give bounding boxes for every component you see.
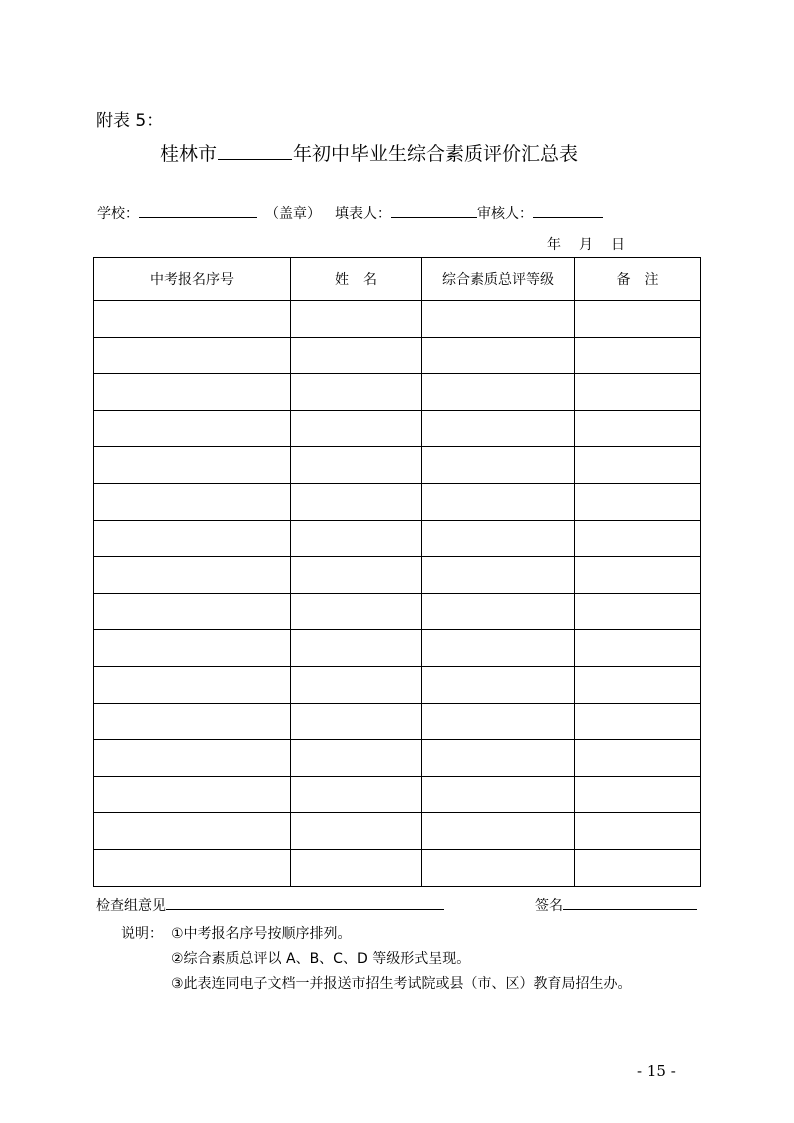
cell-name[interactable] <box>291 630 422 667</box>
cell-grade[interactable] <box>422 776 575 813</box>
cell-remarks[interactable] <box>575 813 701 850</box>
cell-remarks[interactable] <box>575 301 701 338</box>
cell-remarks[interactable] <box>575 410 701 447</box>
sign-field[interactable] <box>563 897 697 910</box>
cell-remarks[interactable] <box>575 447 701 484</box>
cell-exam-number[interactable] <box>94 813 291 850</box>
cell-remarks[interactable] <box>575 337 701 374</box>
table-row <box>94 520 701 557</box>
cell-name[interactable] <box>291 520 422 557</box>
table-row <box>94 337 701 374</box>
summary-table <box>93 257 701 887</box>
cell-name[interactable] <box>291 849 422 886</box>
note-item-2: ②综合素质总评以 A、B、C、D 等级形式呈现。 <box>171 951 471 967</box>
cell-name[interactable] <box>291 557 422 594</box>
table-header-row <box>94 258 701 301</box>
table-row <box>94 447 701 484</box>
cell-remarks[interactable] <box>575 740 701 777</box>
page-number: - 15 - <box>637 1062 676 1080</box>
cell-name[interactable] <box>291 301 422 338</box>
table-row <box>94 483 701 520</box>
appendix-label: 附表 5： <box>96 111 164 131</box>
reviewer-field[interactable] <box>533 205 603 218</box>
date-year: 年 <box>547 237 561 253</box>
filler-field[interactable] <box>391 205 477 218</box>
table-row <box>94 813 701 850</box>
table-row <box>94 593 701 630</box>
sign <box>535 895 697 915</box>
cell-name[interactable] <box>291 483 422 520</box>
cell-name[interactable] <box>291 776 422 813</box>
cell-exam-number[interactable] <box>94 776 291 813</box>
header-remarks: 备 注 <box>575 258 701 301</box>
form-info-row <box>97 203 603 223</box>
cell-remarks[interactable] <box>575 666 701 703</box>
date-month: 月 <box>579 237 593 253</box>
cell-grade[interactable] <box>422 593 575 630</box>
cell-name[interactable] <box>291 374 422 411</box>
cell-exam-number[interactable] <box>94 483 291 520</box>
cell-exam-number[interactable] <box>94 849 291 886</box>
cell-name[interactable] <box>291 740 422 777</box>
cell-remarks[interactable] <box>575 520 701 557</box>
cell-grade[interactable] <box>422 301 575 338</box>
cell-name[interactable] <box>291 666 422 703</box>
cell-exam-number[interactable] <box>94 593 291 630</box>
school-label: 学校： <box>97 206 139 222</box>
cell-remarks[interactable] <box>575 849 701 886</box>
table-row <box>94 703 701 740</box>
cell-name[interactable] <box>291 703 422 740</box>
cell-exam-number[interactable] <box>94 410 291 447</box>
cell-remarks[interactable] <box>575 374 701 411</box>
table-row <box>94 410 701 447</box>
cell-name[interactable] <box>291 593 422 630</box>
seal-label: （盖章） <box>265 206 321 222</box>
cell-grade[interactable] <box>422 337 575 374</box>
cell-exam-number[interactable] <box>94 703 291 740</box>
cell-name[interactable] <box>291 447 422 484</box>
title-suffix: 年初中毕业生综合素质评价汇总表 <box>293 143 579 165</box>
reviewer-label: 审核人： <box>477 206 533 222</box>
title-city: 桂林市 <box>160 143 218 165</box>
cell-grade[interactable] <box>422 813 575 850</box>
cell-remarks[interactable] <box>575 703 701 740</box>
cell-grade[interactable] <box>422 740 575 777</box>
cell-grade[interactable] <box>422 557 575 594</box>
cell-grade[interactable] <box>422 374 575 411</box>
cell-remarks[interactable] <box>575 630 701 667</box>
header-grade: 综合素质总评等级 <box>422 258 575 301</box>
table-row <box>94 374 701 411</box>
cell-grade[interactable] <box>422 483 575 520</box>
notes-label: 说明： <box>121 926 163 942</box>
date-day: 日 <box>611 237 625 253</box>
cell-grade[interactable] <box>422 630 575 667</box>
cell-grade[interactable] <box>422 447 575 484</box>
cell-grade[interactable] <box>422 666 575 703</box>
cell-exam-number[interactable] <box>94 666 291 703</box>
cell-grade[interactable] <box>422 410 575 447</box>
cell-grade[interactable] <box>422 520 575 557</box>
cell-grade[interactable] <box>422 849 575 886</box>
cell-exam-number[interactable] <box>94 447 291 484</box>
school-field[interactable] <box>139 205 257 218</box>
note-item-1: ①中考报名序号按顺序排列。 <box>171 926 352 942</box>
cell-remarks[interactable] <box>575 557 701 594</box>
cell-exam-number[interactable] <box>94 374 291 411</box>
page-title <box>160 139 578 166</box>
table-row <box>94 557 701 594</box>
date-row <box>547 234 643 254</box>
check-opinion-label: 检查组意见 <box>96 898 166 914</box>
cell-exam-number[interactable] <box>94 740 291 777</box>
cell-remarks[interactable] <box>575 776 701 813</box>
check-opinion <box>96 895 444 915</box>
cell-name[interactable] <box>291 410 422 447</box>
table-row <box>94 849 701 886</box>
year-blank[interactable] <box>218 141 292 160</box>
table-row <box>94 301 701 338</box>
cell-exam-number[interactable] <box>94 337 291 374</box>
cell-name[interactable] <box>291 337 422 374</box>
table-row <box>94 666 701 703</box>
cell-exam-number[interactable] <box>94 301 291 338</box>
table-row <box>94 630 701 667</box>
cell-grade[interactable] <box>422 703 575 740</box>
header-name: 姓 名 <box>291 258 422 301</box>
table-row <box>94 776 701 813</box>
note-item-3: ③此表连同电子文档一并报送市招生考试院或县（市、区）教育局招生办。 <box>171 976 632 992</box>
sign-label: 签名 <box>535 898 563 914</box>
header-exam-number: 中考报名序号 <box>94 258 291 301</box>
table-body <box>94 301 701 887</box>
cell-name[interactable] <box>291 813 422 850</box>
cell-remarks[interactable] <box>575 593 701 630</box>
table-row <box>94 740 701 777</box>
cell-exam-number[interactable] <box>94 520 291 557</box>
check-opinion-field[interactable] <box>166 897 444 910</box>
cell-remarks[interactable] <box>575 483 701 520</box>
cell-exam-number[interactable] <box>94 630 291 667</box>
filler-label: 填表人： <box>335 206 391 222</box>
cell-exam-number[interactable] <box>94 557 291 594</box>
